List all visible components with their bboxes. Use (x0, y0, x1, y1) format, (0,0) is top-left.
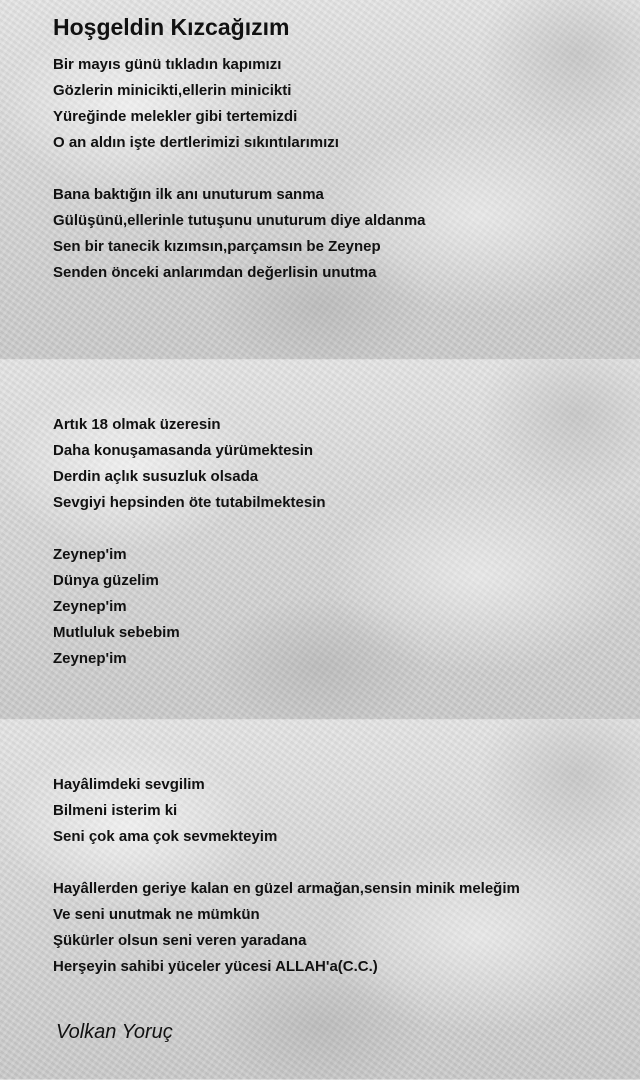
poem-line: Ve seni unutmak ne mümkün (53, 906, 260, 923)
poem-line: Seni çok ama çok sevmekteyim (53, 828, 278, 845)
stanza-3 (53, 412, 326, 516)
poem-panel-1 (0, 0, 640, 360)
poem-line: O an aldın işte dertlerimizi sıkıntılarımızı (53, 134, 339, 151)
poem-line: Bana baktığın ilk anı unuturum sanma (53, 186, 324, 203)
poem-line: Herşeyin sahibi yüceler yücesi ALLAH'a(C.C.) (53, 958, 378, 975)
poem-line: Artık 18 olmak üzeresin (53, 416, 221, 433)
poem-line: Senden önceki anlarımdan değerlisin unutma (53, 264, 377, 281)
poem-line: Şükürler olsun seni veren yaradana (53, 932, 307, 949)
poem-line: Gülüşünü,ellerinle tutuşunu unuturum diye aldanma (53, 212, 426, 229)
poem-line: Zeynep'im (53, 650, 127, 667)
poem-line: Sen bir tanecik kızımsın,parçamsın be Zeynep (53, 238, 381, 255)
poem-panel-2 (0, 360, 640, 720)
stanza-2 (53, 182, 426, 286)
poem-line: Mutluluk sebebim (53, 624, 180, 641)
poem-line: Bir mayıs günü tıkladın kapımızı (53, 56, 282, 73)
poem-line: Yüreğinde melekler gibi tertemizdi (53, 108, 298, 125)
stanza-6 (53, 876, 520, 980)
poem-line: Daha konuşamasanda yürümektesin (53, 442, 314, 459)
poem-line: Sevgiyi hepsinden öte tutabilmektesin (53, 494, 326, 511)
poem-line: Derdin açlık susuzluk olsada (53, 468, 259, 485)
stanza-4 (53, 542, 180, 672)
poem-line: Dünya güzelim (53, 572, 159, 589)
poem-title: Hoşgeldin Kızcağızım (53, 14, 290, 40)
stanza-5 (53, 772, 277, 850)
poem-panel-3 (0, 720, 640, 1080)
stanza-1 (53, 52, 339, 156)
poem-line: Hayâllerden geriye kalan en güzel armağan,sensin minik meleğim (53, 880, 520, 897)
poem-line: Zeynep'im (53, 598, 127, 615)
poem-line: Hayâlimdeki sevgilim (53, 776, 205, 793)
poem-line: Bilmeni isterim ki (53, 802, 178, 819)
poem-line: Gözlerin minicikti,ellerin minicikti (53, 82, 292, 99)
poem-author: Volkan Yoruç (56, 1021, 173, 1043)
poem-line: Zeynep'im (53, 546, 127, 563)
